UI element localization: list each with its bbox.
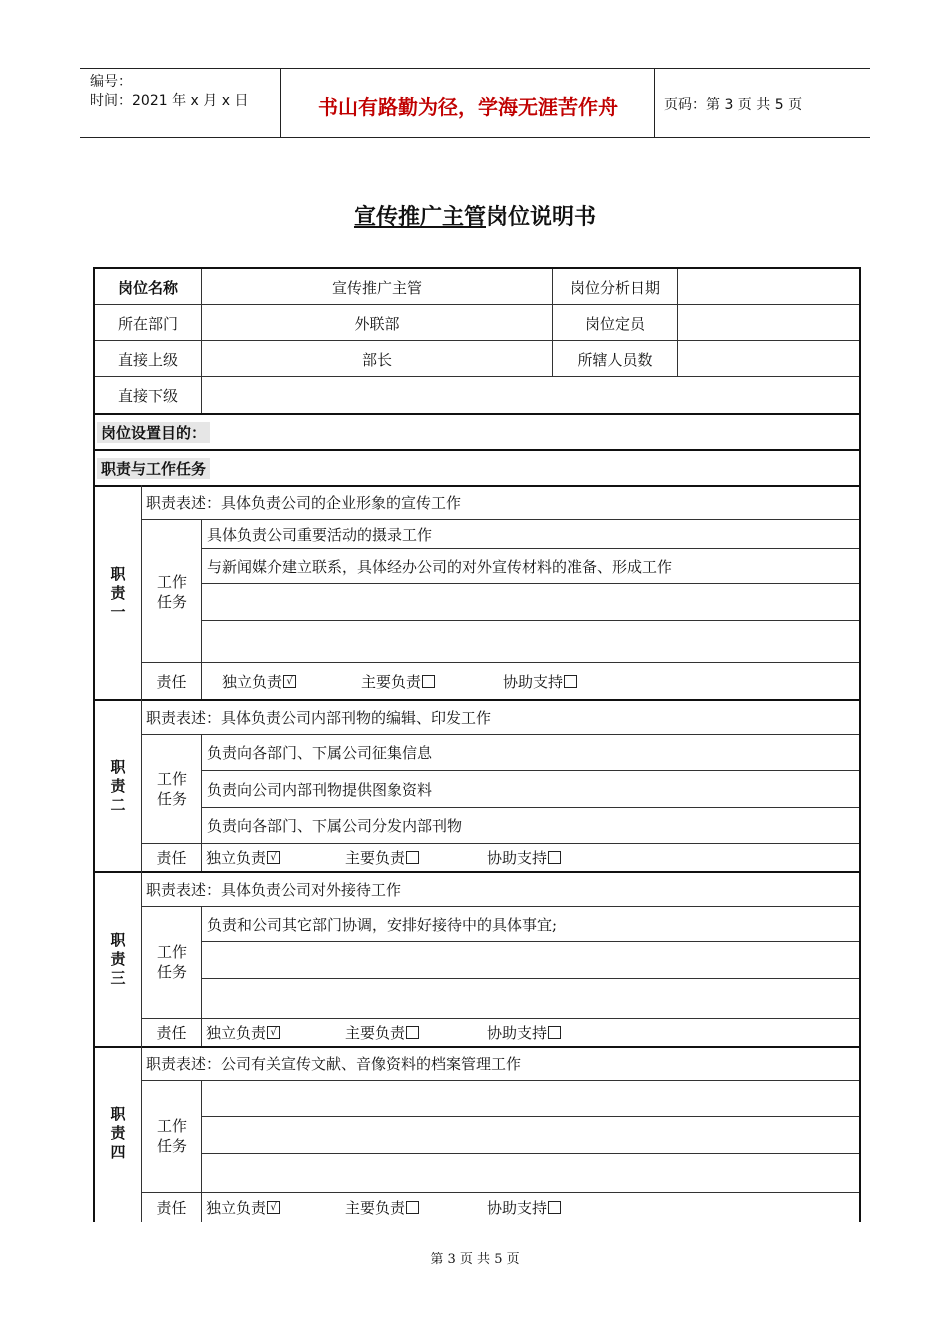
responsibility-label: 责任 <box>156 849 187 867</box>
responsibility-label: 责任 <box>156 672 187 691</box>
superior-label: 直接上级 <box>117 350 178 369</box>
header-number: 编号： <box>90 74 132 90</box>
checked-checkbox-icon: √ <box>267 851 280 864</box>
resp-assist: 协助支持 <box>487 844 561 871</box>
headcount-label: 岗位定员 <box>584 314 645 333</box>
subordinate-value <box>205 377 855 413</box>
header-motto: 书山有路勤为径，学海无涯苦作舟 <box>318 95 618 119</box>
header-page-number: 页码：第 3 页 共 5 页 <box>664 97 803 113</box>
duty-label: 职 责 四 <box>110 1105 126 1161</box>
duty-description: 职责表述：公司有关宣传文献、音像资料的档案管理工作 <box>146 1055 522 1073</box>
resp-main: 主要负责 <box>345 1019 419 1046</box>
subordinate-count-label: 所辖人员数 <box>577 350 653 369</box>
duty-label: 职 责 三 <box>110 931 126 987</box>
task-label: 工作 任务 <box>156 943 187 981</box>
header-divider <box>280 69 281 137</box>
task-item: 负责和公司其它部门协调，安排好接待中的具体事宜; <box>207 915 558 934</box>
job-description-table <box>93 267 861 1222</box>
analysis-date-value <box>678 269 858 305</box>
resp-independent: 独立负责 √ <box>206 1193 280 1221</box>
task-item: 具体负责公司重要活动的摄录工作 <box>207 525 433 544</box>
header-divider <box>654 69 655 137</box>
responsibility-label: 责任 <box>156 1024 187 1042</box>
task-item: 负责向各部门、下属公司征集信息 <box>207 744 433 762</box>
checked-checkbox-icon: √ <box>267 1201 280 1214</box>
document-title <box>0 200 950 231</box>
checked-checkbox-icon: √ <box>267 1026 280 1039</box>
resp-independent: 独立负责 √ <box>206 1019 280 1046</box>
title-position: 宣传推广主管 <box>353 205 486 230</box>
resp-independent: 独立负责 √ <box>206 844 280 871</box>
duty-label: 职 责 二 <box>110 758 126 814</box>
duty-description: 职责表述：具体负责公司的企业形象的宣传工作 <box>146 494 462 512</box>
task-label: 工作 任务 <box>156 770 187 808</box>
resp-main: 主要负责 <box>345 1193 419 1221</box>
position-name-label: 岗位名称 <box>117 278 178 297</box>
checkbox-icon <box>422 675 435 688</box>
subordinate-count-value <box>678 341 858 377</box>
duty-label: 职 责 一 <box>110 565 126 621</box>
resp-assist: 协助支持 <box>487 1019 561 1046</box>
department-label: 所在部门 <box>117 314 178 333</box>
checkbox-icon <box>406 851 419 864</box>
department-value: 外联部 <box>354 314 400 333</box>
checkbox-icon <box>564 675 577 688</box>
duties-section-label: 职责与工作任务 <box>97 450 210 486</box>
analysis-date-label: 岗位分析日期 <box>569 278 660 297</box>
checkbox-icon <box>548 1026 561 1039</box>
resp-independent: 独立负责 √ <box>222 663 296 699</box>
headcount-value <box>678 305 858 341</box>
checkbox-icon <box>548 1201 561 1214</box>
task-item: 负责向各部门、下属公司分发内部刊物 <box>207 817 463 835</box>
page-header <box>80 68 870 138</box>
checkbox-icon <box>406 1026 419 1039</box>
resp-assist: 协助支持 <box>487 1193 561 1221</box>
resp-assist: 协助支持 <box>503 663 577 699</box>
resp-main: 主要负责 <box>345 844 419 871</box>
superior-value: 部长 <box>361 350 392 369</box>
task-item: 与新闻媒介建立联系，具体经办公司的对外宣传材料的准备、形成工作 <box>207 557 673 576</box>
header-date: 时间：2021 年 x 月 x 日 <box>90 93 249 109</box>
resp-main: 主要负责 <box>361 663 435 699</box>
subordinate-label: 直接下级 <box>117 386 178 405</box>
title-suffix: 岗位说明书 <box>486 205 597 230</box>
checkbox-icon <box>406 1201 419 1214</box>
position-name-value: 宣传推广主管 <box>331 278 422 297</box>
checkbox-icon <box>548 851 561 864</box>
purpose-label: 岗位设置目的： <box>97 414 210 450</box>
header-meta <box>90 73 248 111</box>
task-label: 工作 任务 <box>156 573 187 611</box>
task-item: 负责向公司内部刊物提供图象资料 <box>207 780 433 799</box>
task-label: 工作 任务 <box>156 1117 187 1155</box>
responsibility-label: 责任 <box>156 1198 187 1217</box>
page-footer: 第 3 页 共 5 页 <box>430 1252 520 1267</box>
checked-checkbox-icon: √ <box>283 675 296 688</box>
duty-description: 职责表述：具体负责公司内部刊物的编辑、印发工作 <box>146 708 492 727</box>
duty-description: 职责表述：具体负责公司对外接待工作 <box>146 880 402 899</box>
